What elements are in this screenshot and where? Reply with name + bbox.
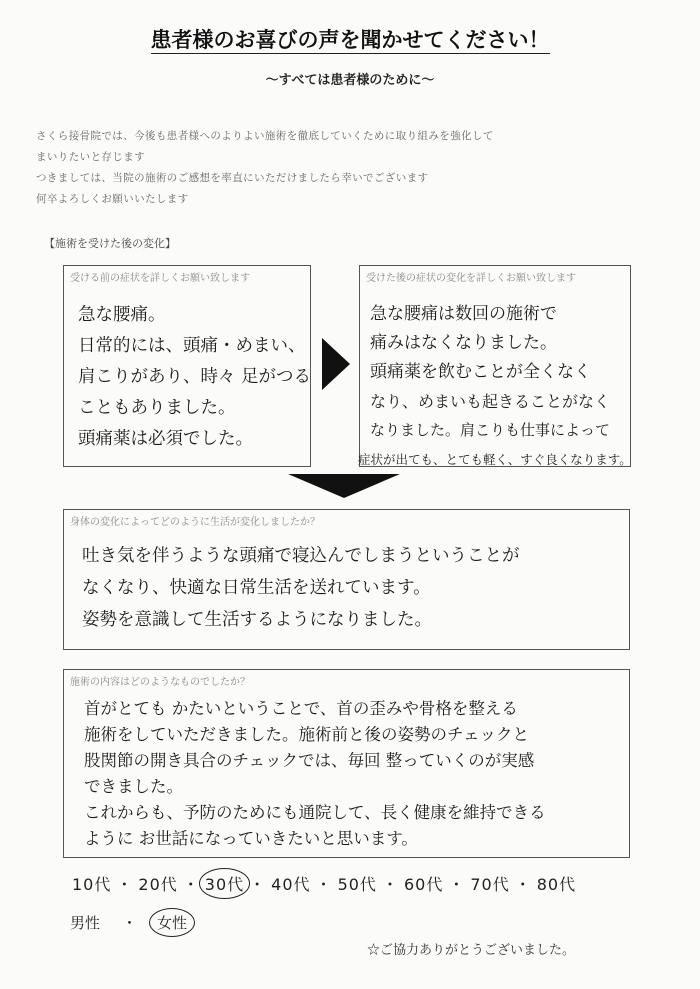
answer-line: 吐き気を伴うような頭痛で寝込んでしまうということが — [82, 546, 520, 566]
gender-option-male[interactable]: 男性 — [70, 914, 101, 932]
before-symptoms-box — [63, 265, 311, 467]
content-box-label: 施術の内容はどのようなものでしたか？ — [70, 677, 250, 688]
answer-line: これからも、予防のためにも通院して、長く健康を維持できる — [84, 803, 546, 822]
answer-line: なくなり、快適な日常生活を送れています。 — [82, 578, 431, 598]
age-option[interactable]: 60代 — [403, 875, 444, 894]
answer-line: なり、めまいも起きることがなく — [370, 392, 611, 411]
arrow-right-icon — [322, 338, 350, 390]
age-separator: ・ — [381, 875, 399, 894]
age-option[interactable]: 40代 — [271, 875, 311, 894]
age-option[interactable]: 80代 — [536, 875, 577, 894]
age-option[interactable]: 20代 — [138, 875, 178, 894]
age-option[interactable]: 50代 — [337, 875, 377, 894]
intro-line: 何卒よろしくお願いいたします — [36, 193, 189, 205]
answer-line: 姿勢を意識して生活するようになりました。 — [82, 610, 432, 630]
age-option[interactable]: 70代 — [470, 875, 510, 894]
answer-line: 日常的には、頭痛・めまい、 — [78, 336, 306, 356]
answer-line: 股関節の開き具合のチェックでは、毎回 整っていくのが実感 — [84, 751, 535, 770]
intro-text — [36, 126, 636, 210]
life-answer — [82, 540, 520, 636]
intro-line: さくら接骨院では、今後も患者様へのよりよい施術を徹底していくために取り組みを強化して — [36, 130, 494, 142]
age-separator: ・ — [315, 875, 333, 894]
gender-separator: ・ — [122, 914, 138, 932]
after-answer — [358, 300, 632, 474]
answer-line: 頭痛薬を飲むことが全くなく — [370, 362, 591, 382]
gender-option-female[interactable]: 女性 — [157, 914, 188, 932]
answer-line: 急な腰痛。 — [78, 305, 166, 325]
page-subtitle: ～すべては患者様のために～ — [265, 73, 435, 88]
gender-options — [70, 912, 187, 933]
before-answer — [78, 300, 311, 455]
before-box-label: 受ける前の症状を詳しくお願い致します — [70, 273, 250, 284]
after-box-label: 受けた後の症状の変化を詳しくお願い致します — [366, 273, 576, 284]
arrow-down-icon — [288, 474, 400, 498]
intro-line: つきましては、当院の施術のご感想を率直にいただけましたら幸いでございます — [36, 172, 429, 184]
section-label: 【施術を受けた後の変化】 — [44, 237, 176, 250]
age-separator: ・ — [448, 875, 466, 894]
answer-line: 頭痛薬は必須でした。 — [78, 429, 253, 449]
answer-line: 急な腰痛は数回の施術で — [370, 304, 557, 324]
answer-line: 痛みはなくなりました。 — [370, 333, 557, 353]
answer-line: こともありました。 — [78, 398, 236, 418]
intro-line: まいりたいと存じます — [36, 151, 145, 163]
page-title — [0, 24, 700, 54]
age-options — [72, 872, 576, 895]
age-option-selected[interactable]: 30代 — [205, 872, 244, 895]
answer-line: 首がとても かたいということで、首の歪みや骨格を整える — [84, 699, 518, 718]
answer-line: 症状が出ても、とても軽く、すぐ良くなります。 — [358, 452, 632, 467]
answer-line: 施術をしていただきました。施術前と後の姿勢のチェックと — [84, 725, 530, 744]
page-title-text: 患者様のお喜びの声を聞かせてください！ — [150, 28, 550, 52]
age-separator: ・ — [514, 875, 532, 894]
treatment-content-box — [63, 669, 630, 858]
age-separator: ・ — [249, 875, 267, 894]
answer-line: なりました。肩こりも仕事によって — [370, 421, 611, 439]
answer-line: 肩こりがあり、時々 足がつる — [78, 367, 312, 387]
after-changes-box — [359, 265, 631, 467]
age-option[interactable]: 10代 — [72, 875, 112, 894]
life-box-label: 身体の変化によってどのように生活が変化しましたか？ — [70, 517, 320, 528]
answer-line: できました。 — [84, 777, 183, 796]
life-change-box — [63, 509, 630, 650]
age-separator: ・ — [182, 875, 200, 894]
thanks-message: ☆ご協力ありがとうございました。 — [367, 943, 576, 958]
answer-line: ように お世話になっていきたいと思います。 — [84, 829, 418, 848]
content-answer — [84, 696, 546, 852]
age-separator: ・ — [116, 875, 134, 894]
